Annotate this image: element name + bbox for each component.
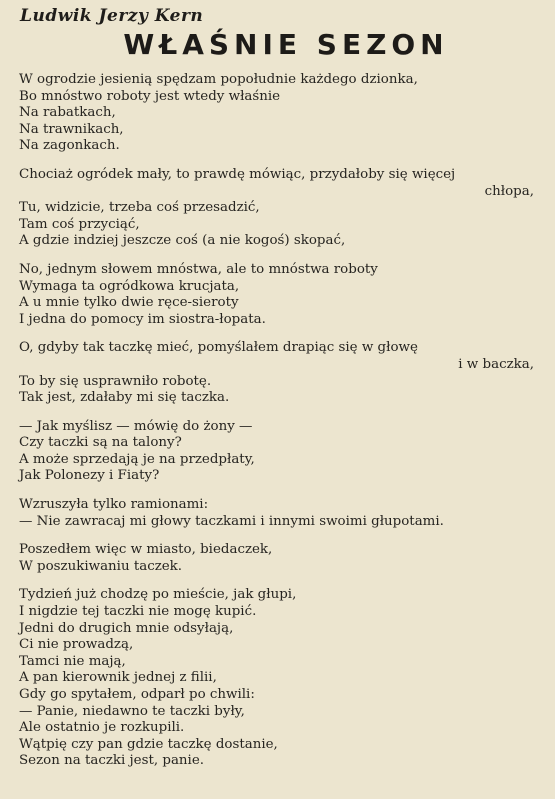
poem-line: Tydzień już chodzę po mieście, jak głupi, [19,587,297,603]
poem-line: A u mnie tylko dwie ręce-sieroty [19,295,239,311]
poem-body [19,72,537,770]
poem-line: I nigdzie tej taczki nie mogę kupić. [19,604,257,620]
poem-line: Jedni do drugich mnie odsyłają, [19,620,234,636]
poem-line: O, gdyby tak taczkę mieć, pomyślałem drapiąc się w głowę [19,340,418,356]
stanza [19,497,537,530]
poem-line: Gdy go spytałem, odparł po chwili: [19,687,255,702]
author-name: Ludwik Jerzy Kern [20,6,204,26]
poem-line: Sezon na taczki jest, panie. [19,753,205,769]
poem-line: Wymaga ta ogródkowa krucjata, [19,278,240,294]
poem-line: W poszukiwaniu taczek. [19,558,183,574]
poem-line: i w baczka, [458,356,534,372]
poem-line: — Panie, niedawno te taczki były, [19,703,245,719]
poem-line: Wątpię czy pan gdzie taczkę dostanie, [19,736,278,752]
poem-line: Wzruszyła tylko ramionami: [19,497,209,513]
stanza [19,262,537,328]
stanza [19,542,537,575]
poem-line: chłopa, [484,183,534,199]
poem-line: To by się usprawniło robotę. [19,373,212,389]
poem-line: Jak Polonezy i Fiaty? [19,468,160,484]
poem-line: Tak jest, zdałaby mi się taczka. [19,390,230,406]
poem-title: WŁAŚNIE SEZON [123,28,449,61]
poem-line: — Nie zawracaj mi głowy taczkami i innymi swoimi głupotami. [19,513,444,529]
stanza [19,340,537,406]
poem-line: Tam coś przyciąć, [19,216,140,232]
stanza [19,419,537,485]
poem-line: Poszedłem więc w miasto, biedaczek, [19,542,273,558]
poem-line: Tamci nie mają, [19,653,126,669]
poem-line: A może sprzedają je na przedpłaty, [19,451,255,467]
poem-line: Bo mnóstwo roboty jest wtedy właśnie [19,88,281,104]
poem-line: W ogrodzie jesienią spędzam popołudnie każdego dzionka, [19,72,418,87]
stanza [19,72,537,155]
poem-line: Na trawnikach, [19,121,124,137]
poem-line: Na zagonkach. [19,138,120,154]
poem-line: Tu, widzicie, trzeba coś przesadzić, [19,200,260,216]
poem-line: Czy taczki są na talony? [19,435,182,451]
poem-line: A pan kierownik jednej z filii, [19,670,217,686]
stanza [19,167,537,250]
poem-line: No, jednym słowem mnóstwa, ale to mnóstwa roboty [19,261,378,277]
poem-line: — Jak myślisz — mówię do żony — [19,418,253,434]
poem-line: A gdzie indziej jeszcze coś (a nie kogoś) skopać, [19,233,346,249]
poem-line: Chociaż ogródek mały, to prawdę mówiąc, przydałoby się więcej [19,166,456,182]
poem-line: I jedna do pomocy im siostra-łopata. [19,311,266,327]
poem-line: Ci nie prowadzą, [19,637,134,653]
stanza [19,587,537,770]
poem-line: Na rabatkach, [19,105,116,121]
poem-line: Ale ostatnio je rozkupili. [19,720,185,736]
